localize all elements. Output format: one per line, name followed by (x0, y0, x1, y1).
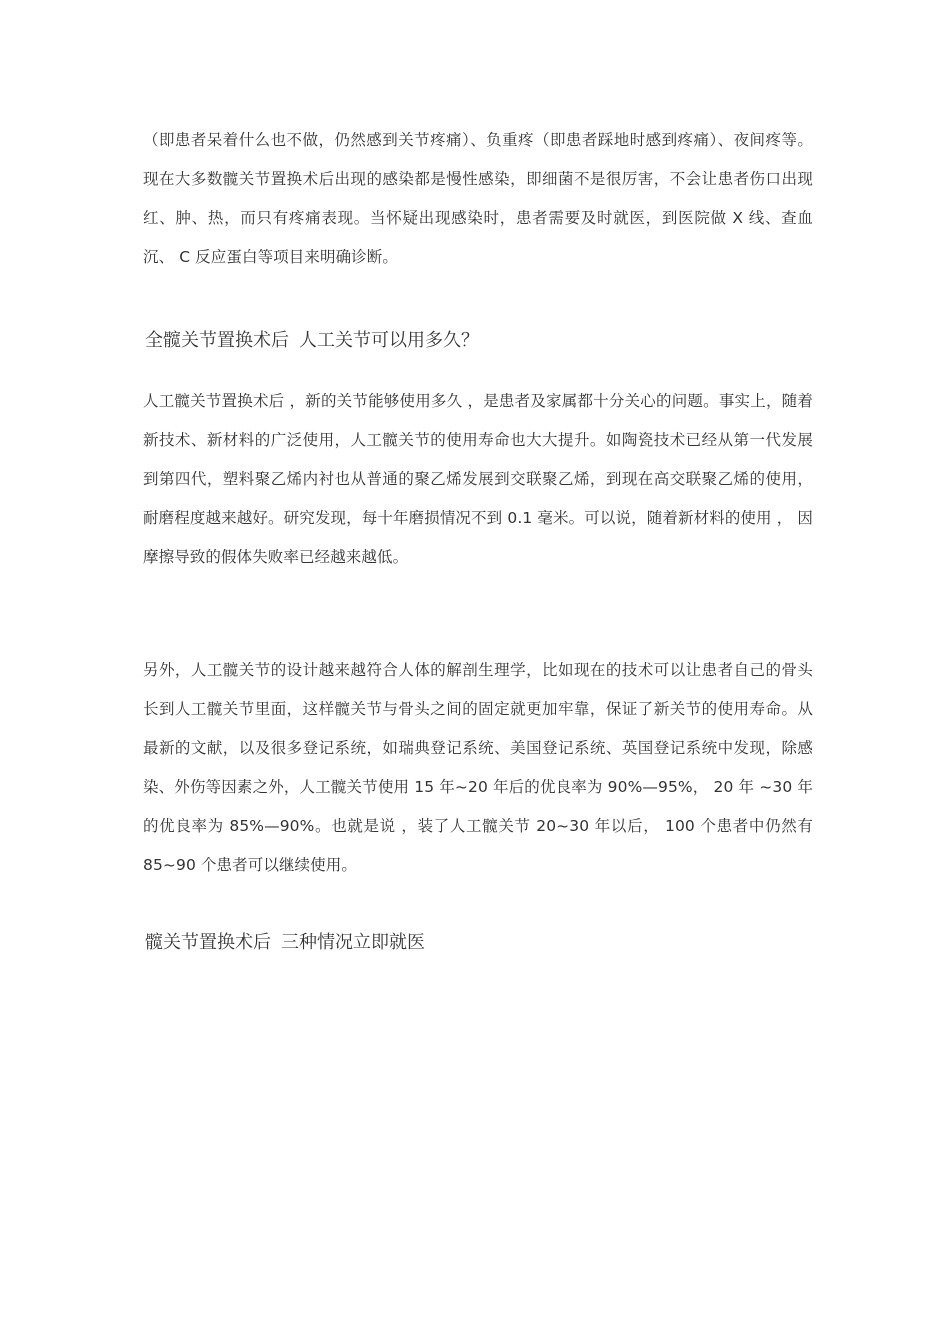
heading-seek-medical-care-part-1: 髋关节置换术后 (145, 932, 271, 953)
paragraph-design-and-survival-rates: 另外，人工髋关节的设计越来越符合人体的解剖生理学，比如现在的技术可以让患者自己的骨头长到人工髋关节里面，这样髋关节与骨头之间的固定就更加牢靠，保证了新关节的使用寿命。从最新的文献，以及很多登记系统，如瑞典登记系统、美国登记系统、英国登记系统中发现，除感染、外伤等因素之外，人工髋关节使用 15 年~20 年后的优良率为 90%—95%， 20 年 ~30 年的优良率为 85%—90%。也就是说 ，装了人工髋关节 20~30 年以后， 100 个患者中仍然有 85~90 个患者可以继续使用。 (143, 661, 814, 874)
heading-joint-lifespan-part-1: 全髋关节置换术后 (145, 330, 289, 351)
heading-joint-lifespan (145, 327, 479, 355)
heading-seek-medical-care (145, 929, 425, 957)
paragraph-infection-symptoms: （即患者呆着什么也不做，仍然感到关节疼痛）、负重疼（即患者踩地时感到疼痛）、夜间疼等。现在大多数髋关节置换术后出现的感染都是慢性感染，即细菌不是很厉害，不会让患者伤口出现红、肿、热，而只有疼痛表现。当怀疑出现感染时，患者需要及时就医，到医院做 X 线、查血沉、 C 反应蛋白等项目来明确诊断。 (143, 131, 813, 266)
paragraph-new-materials: 人工髋关节置换术后 ，新的关节能够使用多久 ，是患者及家属都十分关心的问题。事实上，随着新技术、新材料的广泛使用，人工髋关节的使用寿命也大大提升。如陶瓷技术已经从第一代发展到第四代，塑料聚乙烯内衬也从普通的聚乙烯发展到交联聚乙烯，到现在高交联聚乙烯的使用，耐磨程度越来越好。研究发现，每十年磨损情况不到 0.1 毫米。可以说，随着新材料的使用 ， 因摩擦导致的假体失败率已经越来越低。 (143, 392, 813, 566)
heading-joint-lifespan-part-2: 人工关节可以用多久？ (299, 330, 479, 351)
heading-seek-medical-care-part-2: 三种情况立即就医 (281, 932, 425, 953)
